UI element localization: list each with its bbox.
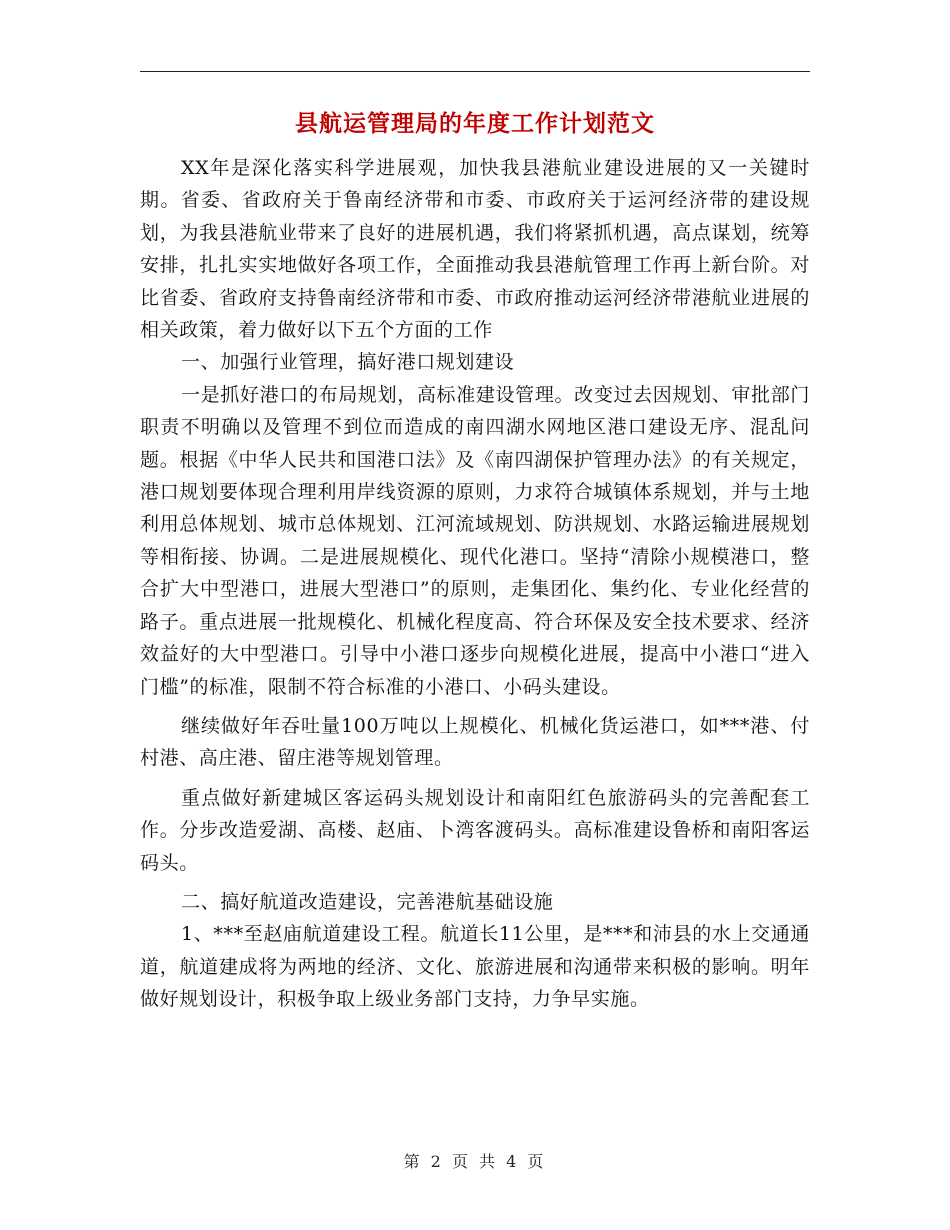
page-footer: 第 2 页 共 4 页	[403, 1152, 547, 1171]
paragraph-port-layout: 一是抓好港口的布局规划，高标准建设管理。改变过去因规划、审批部门职责不明确以及管理不到位而造成的南四湖水网地区港口建设无序、混乱问题。根据《中华人民共和国港口法》及《南四湖保护管理办法》的有关规定，港口规划要体现合理利用岸线资源的原则，力求符合城镇体系规划，并与土地利用总体规划、城市总体规划、江河流域规划、防洪规划、水路运输进展规划等相衔接、协调。二是进展规模化、现代化港口。坚持“清除小规模港口，整合扩大中型港口，进展大型港口”的原则，走集团化、集约化、专业化经营的路子。重点进展一批规模化、机械化程度高、符合环保及安全技术要求、经济效益好的大中型港口。引导中小港口逐步向规模化进展，提高中小港口“进入门槛”的标准，限制不符合标准的小港口、小码头建设。	[140, 383, 810, 698]
document-title: 县航运管理局的年度工作计划范文	[295, 111, 655, 137]
paragraph-intro: XX年是深化落实科学进展观，加快我县港航业建设进展的又一关键时期。省委、省政府关于鲁南经济带和市委、市政府关于运河经济带的建设规划，为我县港航业带来了良好的进展机遇，我们将紧抓机遇，高点谋划，统筹安排，扎扎实实地做好各项工作，全面推动我县港航管理工作再上新台阶。对比省委、省政府支持鲁南经济带和市委、市政府推动运河经济带港航业进展的相关政策，着力做好以下五个方面的工作	[140, 157, 810, 342]
header-rule	[140, 71, 810, 72]
paragraph-cargo-ports: 继续做好年吞吐量100万吨以上规模化、机械化货运港口，如***港、付村港、高庄港、留庄港等规划管理。	[140, 714, 810, 770]
section-heading-waterway: 二、搞好航道改造建设，完善港航基础设施	[181, 890, 554, 913]
document-body	[140, 152, 810, 1016]
paragraph-waterway-project: 1、***至赵庙航道建设工程。航道长11公里，是***和沛县的水上交通通道，航道建成将为两地的经济、文化、旅游进展和沟通带来积极的影响。明年做好规划设计，积极争取上级业务部门支持，力争早实施。	[140, 923, 810, 1011]
paragraph-passenger-terminals: 重点做好新建城区客运码头规划设计和南阳红色旅游码头的完善配套工作。分步改造爱湖、高楼、赵庙、卜湾客渡码头。高标准建设鲁桥和南阳客运码头。	[140, 786, 810, 874]
section-heading-port-planning: 一、加强行业管理，搞好港口规划建设	[181, 351, 515, 374]
